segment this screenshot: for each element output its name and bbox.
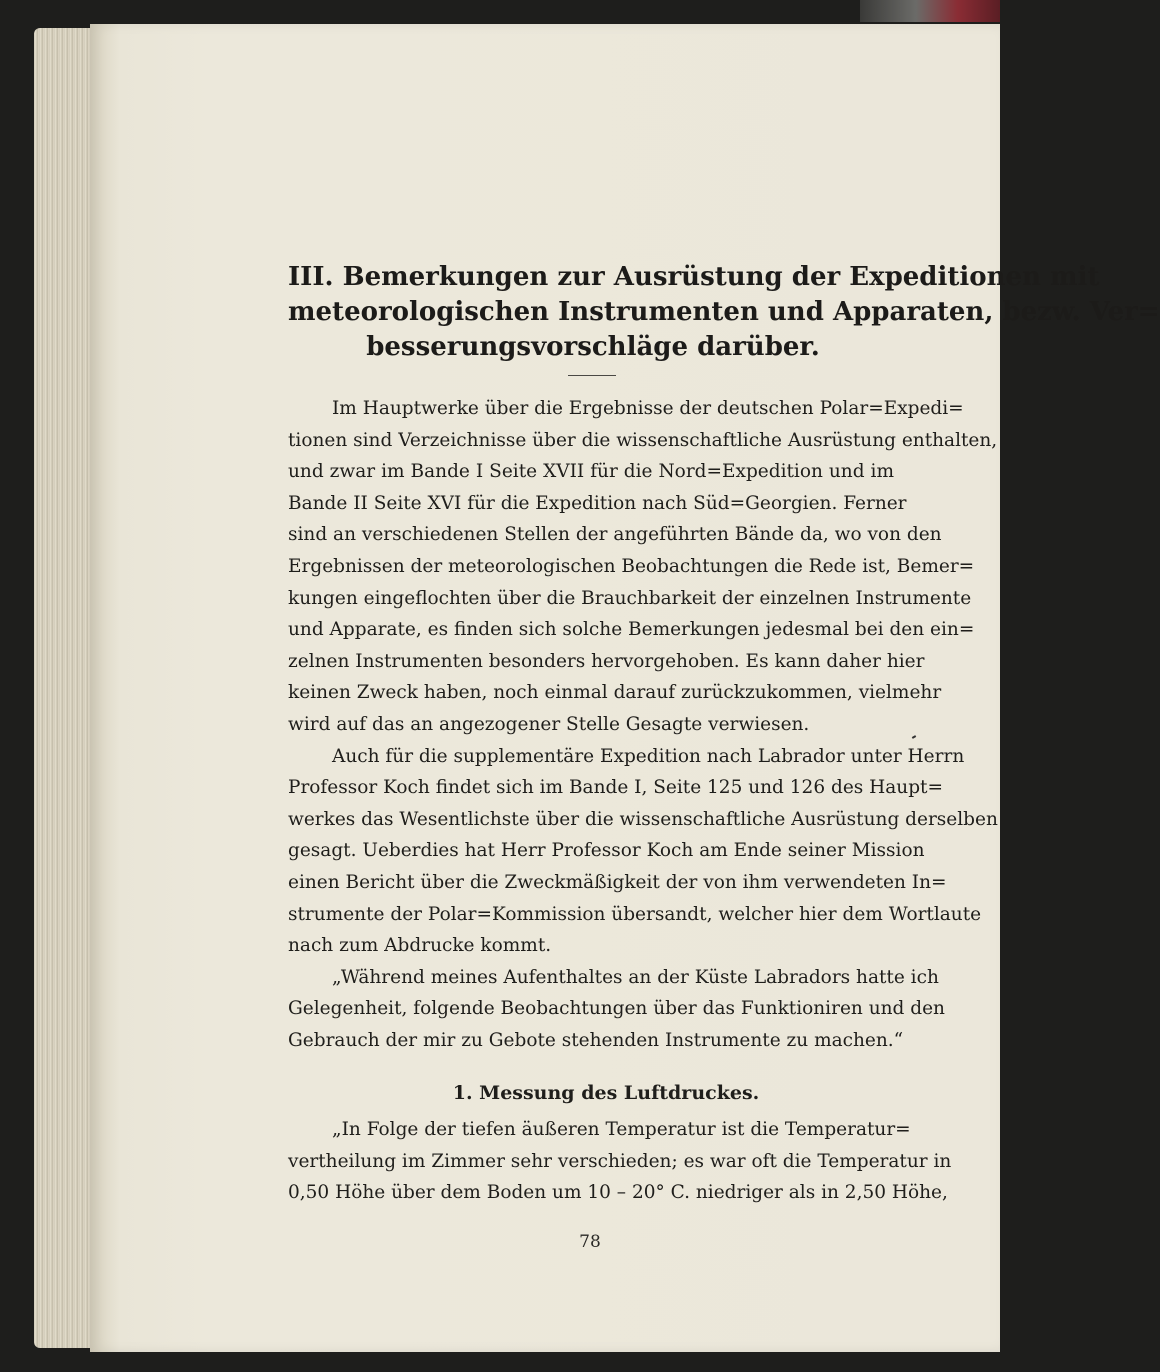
text-line: vertheilung im Zimmer sehr verschieden; es war oft die Temperatur in bbox=[288, 1150, 952, 1172]
text-line: sind an verschiedenen Stellen der angeführten Bände da, wo von den bbox=[288, 524, 942, 546]
text-line: nach zum Abdrucke kommt. bbox=[288, 935, 552, 957]
text-line: „In Folge der tiefen äußeren Temperatur ist die Temperatur= bbox=[332, 1119, 911, 1141]
text-line: 0,50 Höhe über dem Boden um 10 – 20° C. niedriger als in 2,50 Höhe, bbox=[288, 1182, 948, 1204]
text-line: Bande II Seite XVI für die Expedition nach Süd=Georgien. Ferner bbox=[288, 492, 907, 514]
text-line: wird auf das an angezogener Stelle Gesagte verwiesen. bbox=[288, 713, 810, 735]
text-line: Im Hauptwerke über die Ergebnisse der deutschen Polar=Expedi= bbox=[332, 398, 964, 419]
book-cover-edge bbox=[860, 0, 1000, 22]
text-line: keinen Zweck haben, noch einmal darauf zurückzukommen, vielmehr bbox=[288, 682, 942, 704]
heading-line-2: meteorologischen Instrumenten und Apparaten, bezw. Ver= bbox=[288, 297, 1160, 327]
heading-line-3: besserungsvorschläge darüber. bbox=[366, 332, 820, 362]
heading-divider bbox=[568, 375, 616, 376]
body-text bbox=[288, 393, 998, 1209]
text-line: Professor Koch findet sich im Bande I, Seite 125 und 126 des Haupt= bbox=[288, 777, 943, 799]
text-line: Auch für die supplementäre Expedition nach Labrador unter Herrn bbox=[332, 745, 965, 767]
page-number: 78 bbox=[579, 1232, 601, 1252]
text-line: zelnen Instrumenten besonders hervorgehoben. Es kann daher hier bbox=[288, 650, 925, 672]
text-line: tionen sind Verzeichnisse über die wissenschaftliche Ausrüstung enthalten, bbox=[288, 429, 998, 451]
heading-line-1: III. Bemerkungen zur Ausrüstung der Expeditionen mit bbox=[288, 262, 1100, 292]
text-line: gesagt. Ueberdies hat Herr Professor Koch am Ende seiner Mission bbox=[288, 840, 925, 862]
text-line: und zwar im Bande I Seite XVII für die Nord=Expedition und im bbox=[288, 461, 894, 483]
text-line: einen Bericht über die Zweckmäßigkeit der von ihm verwendeten In= bbox=[288, 871, 947, 893]
text-line: Gelegenheit, folgende Beobachtungen über das Funktioniren und den bbox=[288, 998, 945, 1020]
section-title: 1. Messung des Luftdruckes. bbox=[452, 1082, 760, 1105]
text-line: „Während meines Aufenthaltes an der Küste Labradors hatte ich bbox=[332, 966, 939, 988]
chapter-heading bbox=[288, 260, 1160, 365]
text-line: Gebrauch der mir zu Gebote stehenden Instrumente zu machen.“ bbox=[288, 1029, 904, 1051]
text-line: strumente der Polar=Kommission übersandt, welcher hier dem Wortlaute bbox=[288, 903, 982, 925]
text-line: werkes das Wesentlichste über die wissenschaftliche Ausrüstung derselben bbox=[288, 808, 998, 830]
text-line: Ergebnissen der meteorologischen Beobachtungen die Rede ist, Bemer= bbox=[288, 555, 975, 577]
text-line: kungen eingeflochten über die Brauchbarkeit der einzelnen Instrumente bbox=[288, 587, 972, 609]
text-line: und Apparate, es finden sich solche Bemerkungen jedesmal bei den ein= bbox=[288, 619, 975, 641]
